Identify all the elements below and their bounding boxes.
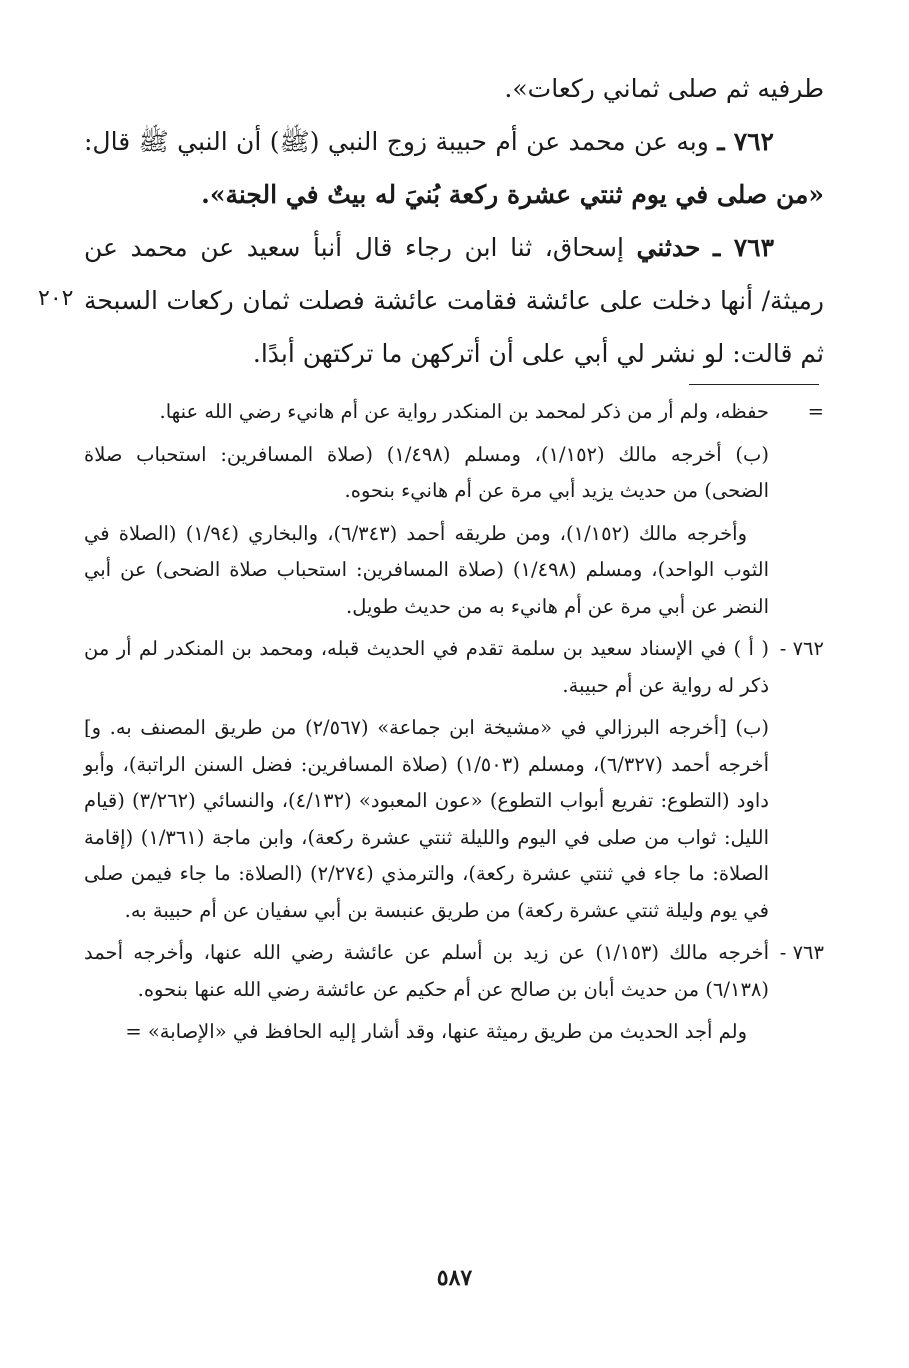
page-number: ٥٨٧	[436, 1265, 473, 1291]
hadith-763	[84, 221, 824, 380]
footnote-label: ٧٦٣ -	[779, 941, 824, 964]
footnote-762	[84, 631, 824, 929]
footnotes	[84, 394, 824, 1057]
footnote-paragraph: ولم أجد الحديث من طريق رميثة عنها، وقد أشار إليه الحافظ في «الإصابة» =	[125, 1020, 747, 1043]
main-text	[84, 62, 824, 380]
hadith-quote: «من صلى في يوم ثنتي عشرة ركعة بُنيَ له بيتٌ في الجنة».	[201, 180, 824, 209]
manuscript-folio-number: ٢٠٢	[38, 286, 74, 311]
hadith-number: ٧٦٣ ـ	[713, 233, 775, 262]
footnote-paragraph: (ب) [أخرجه البرزالي في «مشيخة ابن جماعة» (٢/٥٦٧) من طريق المصنف به. و] أخرجه أحمد (٦/٣٢٧)، ومسلم (١/٥٠٣) (صلاة المسافرين: فضل السنن الراتبة)، وأبو داود (التطوع: تفريع أبواب التطوع) «عون المعبود» (٤/١٣٢)، والنسائي (٣/٢٦٢) (قيام الليل: ثواب من صلى في اليوم والليلة ثنتي عشرة ركعة)، وابن ماجة (١/٣٦١) (إقامة الصلاة: ما جاء في ثنتي عشرة ركعة)، والترمذي (٢/٢٧٤) (الصلاة: ما جاء فيمن صلى في يوم وليلة ثنتي عشرة ركعة) من طريق عنبسة بن أبي سفيان عن أم حبيبة به.	[84, 716, 770, 922]
footnote-paragraph: حفظه، ولم أر من ذكر لمحمد بن المنكدر رواية عن أم هانيء رضي الله عنها.	[159, 400, 769, 423]
continuation-marker: =	[807, 400, 824, 423]
continuation-line: طرفيه ثم صلى ثماني ركعات».	[504, 74, 824, 103]
footnote-paragraph: أخرجه مالك (١/١٥٣) عن زيد بن أسلم عن عائشة رضي الله عنها، وأخرجه أحمد (٦/١٣٨) من حديث أبان بن صالح عن أم حكيم عن عائشة رضي الله عنها بنحوه.	[84, 941, 769, 1001]
footnote-paragraph: (ب) أخرجه مالك (١/١٥٢)، ومسلم (١/٤٩٨) (صلاة المسافرين: استحباب صلاة الضحى) من حديث يزيد أبي مرة عن أم هانيء بنحوه.	[84, 442, 769, 502]
hadith-text: وبه عن محمد عن أم حبيبة زوج النبي (ﷺ) أن النبي ﷺ قال:	[84, 127, 709, 156]
footnote-paragraph: وأخرجه مالك (١/١٥٢)، ومن طريقه أحمد (٦/٣٤٣)، والبخاري (١/٩٤) (الصلاة في الثوب الواحد)، ومسلم (١/٤٩٨) (صلاة المسافرين: استحباب صلاة الضحى) عن أبي النضر عن أبي مرة عن أم هانيء به من حديث طويل.	[84, 521, 769, 618]
footnote-separator	[689, 384, 819, 385]
hadith-lead: حدثني	[636, 233, 701, 262]
hadith-text: إسحاق، ثنا ابن رجاء قال أنبأ سعيد عن محمد عن رميثة/ أنها دخلت على عائشة فقامت عائشة فصلت ثمان ركعات السبحة ثم قالت: لو نشر لي أبي على أن أتركهن ما تركتهن أبدًا.	[84, 233, 824, 368]
hadith-762	[84, 115, 824, 221]
footnote-label: ٧٦٢ -	[779, 637, 824, 660]
footnote-paragraph: ( أ ) في الإسناد سعيد بن سلمة تقدم في الحديث قبله، ومحمد بن المنكدر لم أر من ذكر له رواية عن أم حبيبة.	[84, 637, 769, 697]
footnote-continuation	[84, 394, 824, 625]
footnote-763	[84, 935, 824, 1051]
hadith-number: ٧٦٢ ـ	[717, 127, 774, 156]
